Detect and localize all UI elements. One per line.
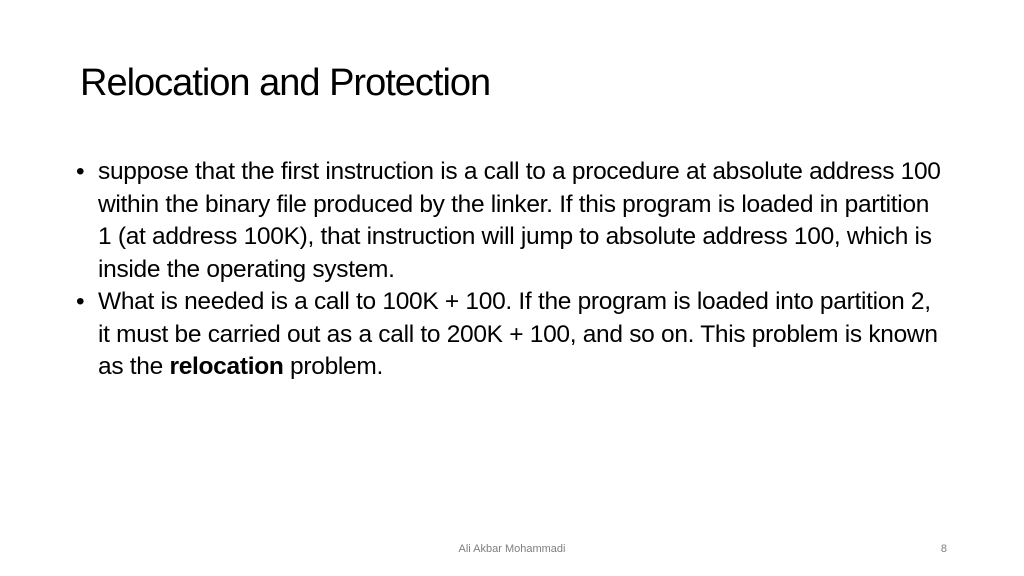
bullet-text: suppose that the first instruction is a call to a procedure at absolute address 100 within the binary file produced by the linker. If this program is loaded in partition 1 (at address 100K), that instruction will jump to absolute address 100, which is inside the operating system. — [98, 158, 941, 283]
bullet-icon: • — [76, 158, 85, 185]
bold-term: relocation — [169, 353, 284, 380]
page-number: 8 — [940, 543, 947, 555]
slide-title: Relocation and Protection — [80, 62, 491, 104]
bullet-item — [76, 156, 946, 286]
bullet-list — [76, 156, 946, 384]
footer-author: Ali Akbar Mohammadi — [458, 543, 566, 555]
bullet-text: What is needed is a call to 100K + 100. If the program is loaded into partition 2, it must be carried out as a call to 200K + 100, and so on. This problem is known as the — [98, 288, 938, 380]
bullet-text: problem. — [283, 353, 383, 380]
bullet-icon: • — [76, 288, 85, 315]
bullet-item — [76, 286, 946, 384]
